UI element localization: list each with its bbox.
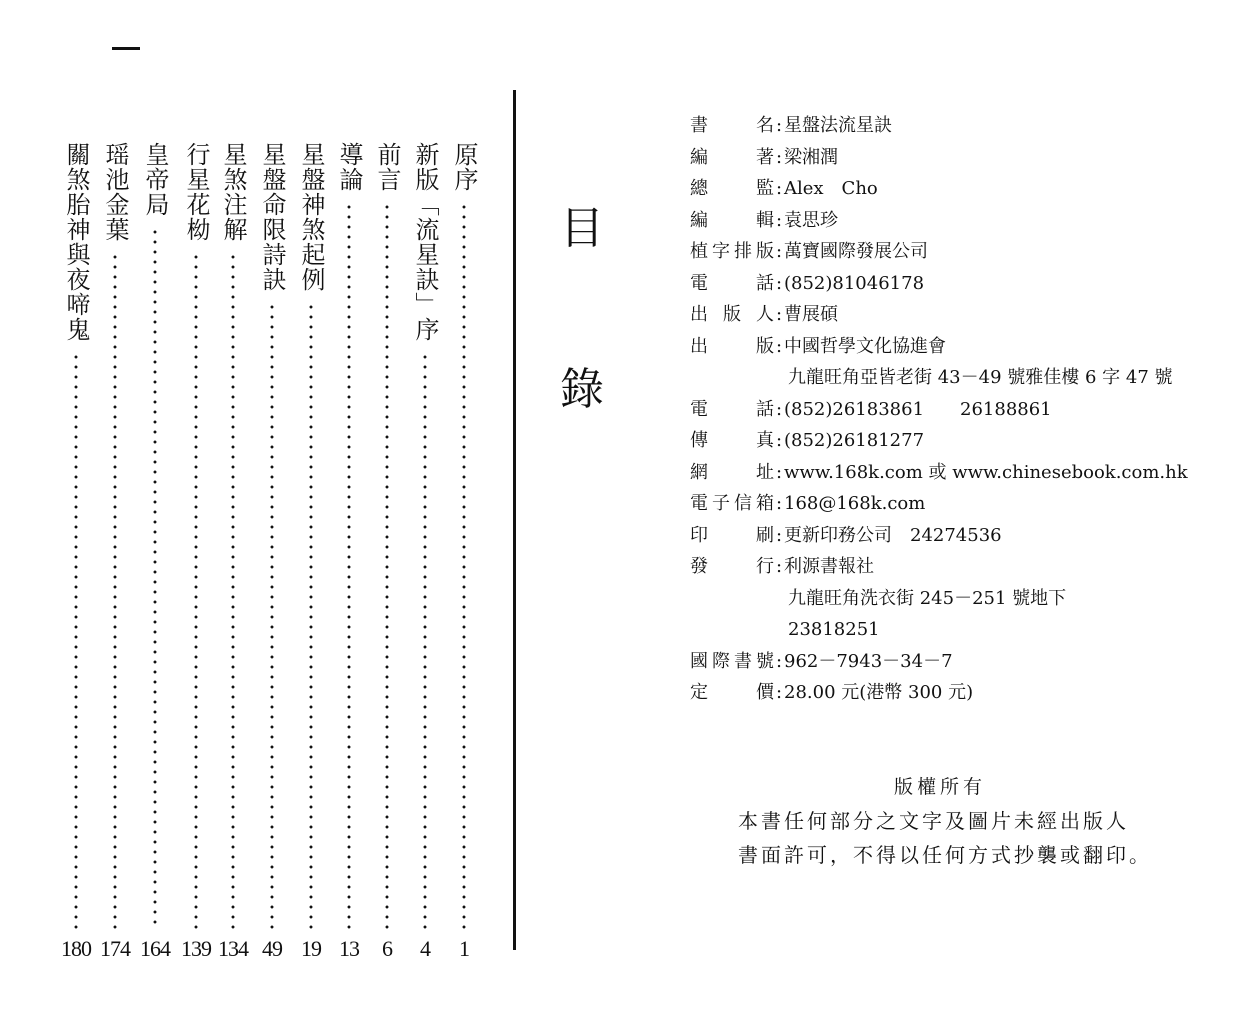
info-label: 出 版 xyxy=(690,335,774,357)
toc-entry xyxy=(141,142,169,962)
toc-entry xyxy=(373,142,401,962)
toc-entry-title: 星煞注解 xyxy=(219,142,247,242)
info-separator: : xyxy=(775,272,783,294)
info-row xyxy=(690,457,1240,489)
toc-entry xyxy=(450,142,478,962)
info-value: 袁思珍 xyxy=(784,209,838,231)
info-row xyxy=(690,268,1240,300)
info-separator: : xyxy=(775,682,783,703)
info-label: 植 字 排 版 xyxy=(690,241,774,262)
info-value: (852)26183861 26188861 xyxy=(784,398,1052,420)
copyright-notice xyxy=(690,770,1210,872)
info-separator: : xyxy=(775,304,783,325)
toc-entry-page: 134 xyxy=(218,936,248,961)
info-label: 編 著 xyxy=(690,146,774,168)
toc-entry xyxy=(297,142,325,962)
toc-leader-dots xyxy=(270,302,274,930)
toc-leader-dots xyxy=(462,202,466,930)
info-row xyxy=(690,362,1240,394)
info-row xyxy=(690,110,1240,142)
info-value: 萬寶國際發展公司 xyxy=(784,241,928,262)
toc-entry-page: 6 xyxy=(382,936,392,961)
toc-entry-page: 139 xyxy=(181,936,211,961)
toc-entry xyxy=(335,142,363,962)
toc-leader-dots xyxy=(423,352,427,930)
toc-entry-page: 1 xyxy=(459,936,469,961)
info-label: 網 址 xyxy=(690,461,774,483)
info-separator: : xyxy=(775,430,783,451)
info-value: www.168k.com 或 www.chinesebook.com.hk xyxy=(784,461,1188,483)
toc-entry-page: 164 xyxy=(140,936,170,961)
info-separator: : xyxy=(775,146,783,168)
toc-heading-char: 目 xyxy=(560,203,604,254)
info-row xyxy=(690,425,1240,457)
toc-leader-dots xyxy=(194,252,198,930)
info-separator: : xyxy=(775,178,783,199)
info-value: 28.00 元(港幣 300 元) xyxy=(784,682,974,703)
toc-entry-page: 180 xyxy=(61,936,91,961)
info-label: 定 價 xyxy=(690,682,774,703)
info-value: 梁湘潤 xyxy=(784,146,838,168)
toc-entry-title: 瑶池金葉 xyxy=(101,142,129,242)
toc-entry-page: 13 xyxy=(339,936,359,961)
info-label: 發 行 xyxy=(690,556,774,577)
info-value: 中國哲學文化協進會 xyxy=(784,335,946,357)
info-value: 962－7943－34－7 xyxy=(784,650,953,672)
toc-entry xyxy=(411,142,439,962)
info-value: 更新印務公司 24274536 xyxy=(784,524,1002,546)
info-separator: : xyxy=(775,335,783,357)
toc-leader-dots xyxy=(347,202,351,930)
info-value: (852)26181277 xyxy=(784,430,925,451)
info-label: 書 名 xyxy=(690,115,774,136)
info-row xyxy=(690,677,1240,709)
info-value: 168@168k.com xyxy=(784,493,926,514)
toc-entry xyxy=(62,142,90,962)
info-separator: : xyxy=(775,556,783,577)
toc-entry xyxy=(182,142,210,962)
toc-entry-title: 前言 xyxy=(373,142,401,192)
info-value: Alex Cho xyxy=(784,178,878,199)
toc-leader-dots xyxy=(231,252,235,930)
toc-entry-page: 174 xyxy=(100,936,130,961)
toc-entry-title: 星盤神煞起例 xyxy=(297,142,325,292)
toc-entry-title: 原序 xyxy=(450,142,478,192)
info-value: 利源書報社 xyxy=(784,556,874,577)
info-label: 電 話 xyxy=(690,272,774,294)
toc-entry xyxy=(258,142,286,962)
info-label: 電 話 xyxy=(690,398,774,420)
info-value: 星盤法流星訣 xyxy=(784,115,892,136)
toc-entry-page: 4 xyxy=(420,936,430,961)
toc-leader-dots xyxy=(385,202,389,930)
toc-heading-char: 錄 xyxy=(560,364,604,415)
copyright-line: 本書任何部分之文字及圖片未經出版人 xyxy=(738,809,1129,833)
copyright-line: 書面許可，不得以任何方式抄襲或翻印。 xyxy=(738,843,1152,867)
toc-entry-title: 行星花柪 xyxy=(182,142,210,242)
info-row xyxy=(690,583,1240,615)
info-label: 印 刷 xyxy=(690,524,774,546)
info-label: 編 輯 xyxy=(690,209,774,231)
info-value: 九龍旺角亞皆老街 43－49 號雅佳樓 6 字 47 號 xyxy=(788,367,1173,388)
info-row xyxy=(690,299,1240,331)
page-divider xyxy=(513,90,516,950)
toc-entry xyxy=(101,142,129,962)
info-label: 傳 真 xyxy=(690,430,774,451)
info-row xyxy=(690,646,1240,678)
info-separator: : xyxy=(775,115,783,136)
info-label: 電 子 信 箱 xyxy=(690,493,774,514)
toc-entry-title: 皇帝局 xyxy=(141,142,169,217)
info-separator: : xyxy=(775,398,783,420)
info-row xyxy=(690,331,1240,363)
toc-entry-title: 新版「流星訣」序 xyxy=(411,142,439,342)
info-separator: : xyxy=(775,650,783,672)
toc-leader-dots xyxy=(74,352,78,930)
publication-info xyxy=(690,110,1240,709)
info-separator: : xyxy=(775,461,783,483)
info-row xyxy=(690,236,1240,268)
toc-leader-dots xyxy=(113,252,117,930)
info-separator: : xyxy=(775,241,783,262)
info-value: 曹展碩 xyxy=(784,304,838,325)
info-separator: : xyxy=(775,524,783,546)
info-row xyxy=(690,614,1240,646)
info-label: 出 版 人 xyxy=(690,304,774,325)
toc-entry-title: 關煞胎神與夜啼鬼 xyxy=(62,142,90,342)
copyright-title: 版權所有 xyxy=(893,776,986,798)
toc-entry-title: 導論 xyxy=(335,142,363,192)
info-row xyxy=(690,551,1240,583)
info-label: 國 際 書 號 xyxy=(690,650,774,672)
info-label: 總 監 xyxy=(690,178,774,199)
toc-leader-dots xyxy=(309,302,313,930)
toc-entry-page: 19 xyxy=(301,936,321,961)
info-value: 23818251 xyxy=(788,619,880,640)
info-value: (852)81046178 xyxy=(784,272,925,294)
info-row xyxy=(690,205,1240,237)
toc-entry-page: 49 xyxy=(262,936,282,961)
info-row xyxy=(690,142,1240,174)
info-separator: : xyxy=(775,209,783,231)
info-row xyxy=(690,173,1240,205)
info-row xyxy=(690,520,1240,552)
info-row xyxy=(690,394,1240,426)
toc-leader-dots xyxy=(153,227,157,930)
toc-entry xyxy=(219,142,247,962)
info-value: 九龍旺角洗衣街 245－251 號地下 xyxy=(788,587,1067,609)
info-separator: : xyxy=(775,493,783,514)
toc-entry-title: 星盤命限詩訣 xyxy=(258,142,286,292)
info-row xyxy=(690,488,1240,520)
top-mark xyxy=(112,47,140,50)
